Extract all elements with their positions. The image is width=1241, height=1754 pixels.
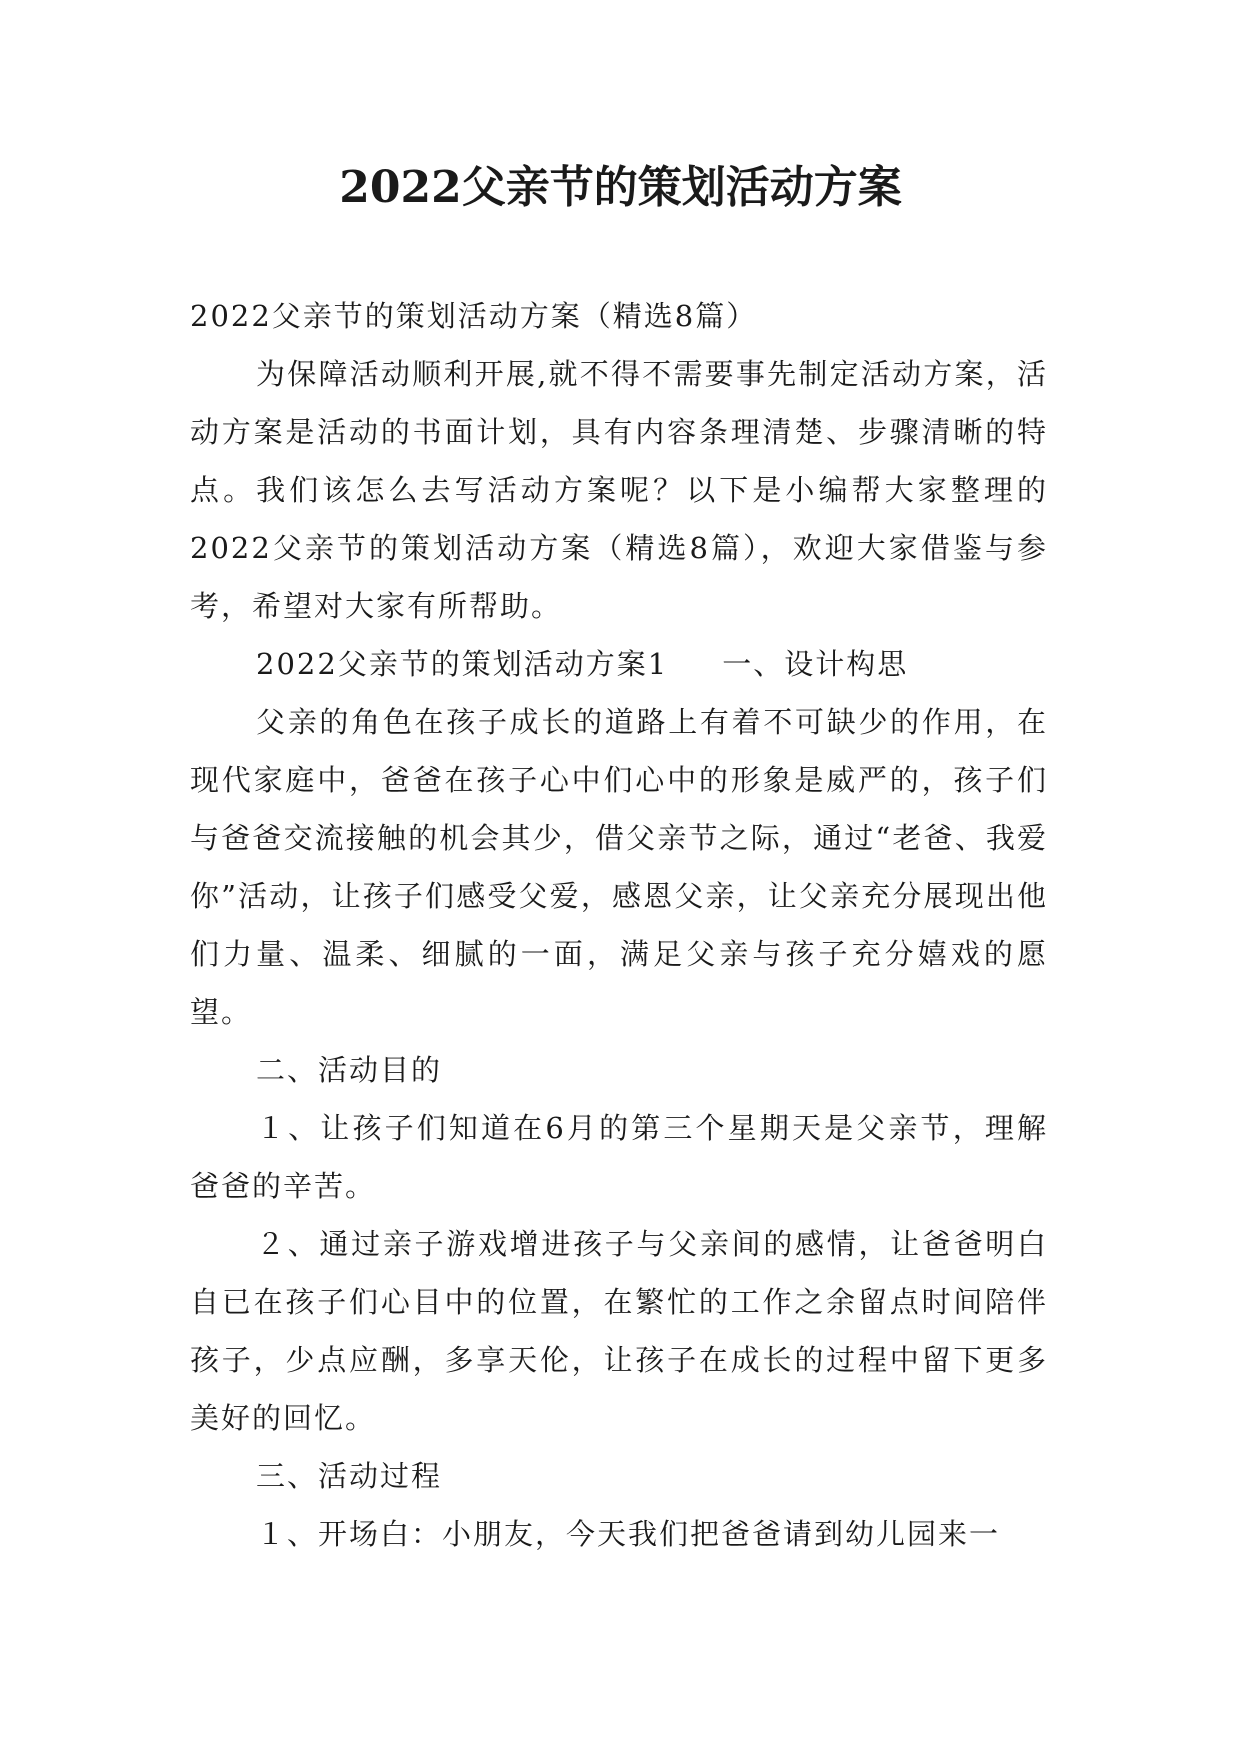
- goal2-paragraph: ２、通过亲子游戏增进孩子与父亲间的感情，让爸爸明白自已在孩子们心目中的位置，在繁忙的工作之余留点时间陪伴孩子，少点应酬，多享天伦，让孩子在成长的过程中留下更多美好的回忆。: [190, 1227, 1048, 1435]
- section1-heading: 一、设计构思: [722, 647, 909, 681]
- subtitle-paragraph: 2022父亲节的策划活动方案（精选8篇）: [190, 299, 758, 333]
- process1-paragraph: １、开场白：小朋友，今天我们把爸爸请到幼儿园来一: [256, 1517, 1001, 1551]
- intro-paragraph: 为保障活动顺利开展,就不得不需要事先制定活动方案，活动方案是活动的书面计划，具有内容条理清楚、步骤清晰的特点。我们该怎么去写活动方案呢？以下是小编帮大家整理的2022父亲节的策划活动方案（精选8篇），欢迎大家借鉴与参考，希望对大家有所帮助。: [190, 357, 1048, 623]
- plan1-heading-line: [190, 635, 1048, 693]
- goal1-paragraph: １、让孩子们知道在6月的第三个星期天是父亲节，理解爸爸的辛苦。: [190, 1111, 1048, 1203]
- section3-heading: 三、活动过程: [256, 1459, 443, 1493]
- plan1-heading: 2022父亲节的策划活动方案1: [256, 647, 669, 681]
- section1-paragraph: 父亲的角色在孩子成长的道路上有着不可缺少的作用，在现代家庭中，爸爸在孩子心中们心中的形象是威严的，孩子们与爸爸交流接触的机会其少，借父亲节之际，通过“老爸、我爱你”活动，让孩子们感受父爱，感恩父亲，让父亲充分展现出他们力量、温柔、细腻的一面，满足父亲与孩子充分嬉戏的愿望。: [190, 705, 1048, 1029]
- section2-heading: 二、活动目的: [256, 1053, 443, 1087]
- document-body: [190, 287, 1048, 1563]
- document-title: 2022父亲节的策划活动方案: [339, 162, 902, 213]
